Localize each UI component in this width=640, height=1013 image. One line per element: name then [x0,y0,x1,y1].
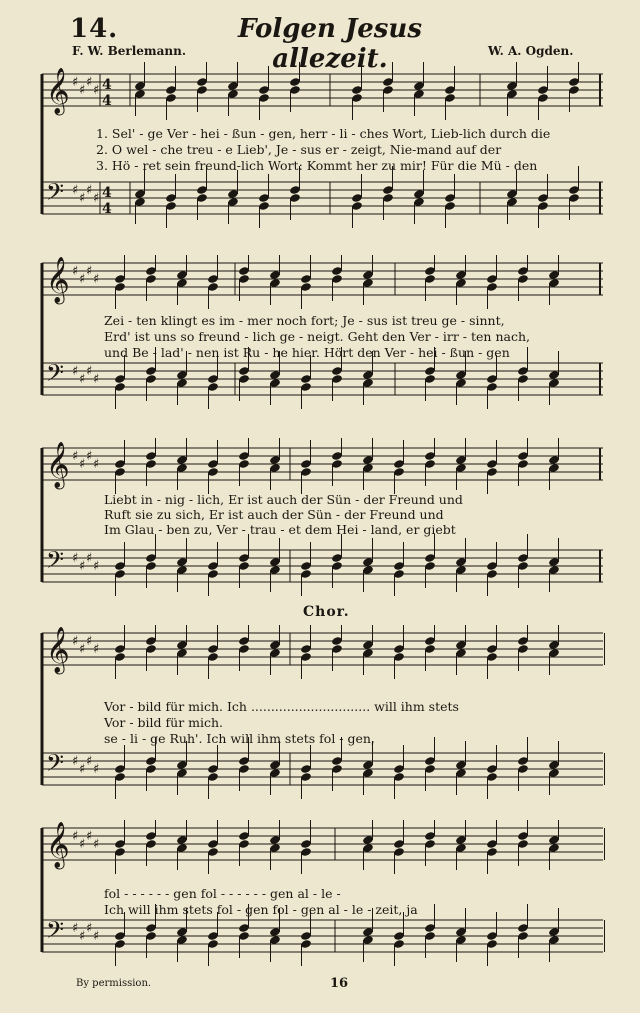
permission-note: By permission. [76,978,152,989]
chorus-label: Chor. [303,604,350,620]
svg-text:♯: ♯ [72,364,79,379]
lyrics-s5-v2: Ich will ihm stets fol - gen fol - gen al - le - zeit, ja [104,902,418,917]
svg-text:♯: ♯ [72,551,79,566]
svg-text:4: 4 [102,77,112,93]
svg-text:♯: ♯ [93,762,100,777]
svg-text:♯: ♯ [86,75,93,90]
svg-text:𝄞: 𝄞 [46,822,70,868]
svg-text:♯: ♯ [93,837,100,852]
svg-text:𝄢: 𝄢 [46,546,65,579]
svg-text:𝄞: 𝄞 [46,257,70,303]
svg-text:♯: ♯ [79,272,86,287]
lyrics-s5-v1: fol - - - - - - gen fol - - - - - - gen al - le - [104,886,341,901]
svg-text:♯: ♯ [79,372,86,387]
svg-text:𝄢: 𝄢 [46,359,65,392]
svg-text:♯: ♯ [72,634,79,649]
svg-text:♯: ♯ [86,183,93,198]
svg-text:𝄞: 𝄞 [46,627,70,673]
svg-text:♯: ♯ [93,191,100,206]
svg-text:♯: ♯ [72,829,79,844]
svg-text:♯: ♯ [79,191,86,206]
lyrics-s1-v3: 3. Hö - ret sein freund-lich Wort: Kommt her zu mir! Für die Mü - den [96,158,538,173]
svg-text:♯: ♯ [93,929,100,944]
svg-text:♯: ♯ [86,449,93,464]
svg-text:♯: ♯ [79,83,86,98]
svg-text:𝄢: 𝄢 [46,916,65,949]
svg-text:♯: ♯ [86,754,93,769]
svg-text:♯: ♯ [72,264,79,279]
lyrics-s3-v2: Ruft sie zu sich, Er ist auch der Sün - der Freund und [104,507,444,522]
page-number: 16 [330,976,349,991]
svg-text:♯: ♯ [93,83,100,98]
svg-text:♯: ♯ [86,634,93,649]
svg-text:♯: ♯ [79,837,86,852]
lyrics-s1-v1: 1. Sel' - ge Ver - hei - ßun - gen, herr - li - ches Wort, Lieb-lich durch die [96,126,551,141]
lyrics-s2-v3: und Be - lad' - nen ist Ru - he hier. Hört den Ver - hei - ßun - gen [104,345,510,360]
lyrics-s4-v2: Vor - bild für mich. [104,715,224,730]
svg-text:♯: ♯ [79,457,86,472]
lyrics-s3-v3: Im Glau - ben zu, Ver - trau - et dem Hei - land, er giebt [104,522,456,537]
svg-text:♯: ♯ [86,921,93,936]
svg-text:4: 4 [102,93,112,109]
svg-text:♯: ♯ [72,921,79,936]
staff-graphic-1 [40,62,605,252]
hymn-number: 14. [70,14,119,44]
lyrics-s4-v3: se - li - ge Ruh'. Ich will ihm stets fol - gen, [104,731,375,746]
lyrics-s1-v2: 2. O wel - che treu - e Lieb', Je - sus er - zeigt, Nie-mand auf der [96,142,502,157]
svg-text:𝄢: 𝄢 [46,749,65,782]
svg-text:♯: ♯ [72,183,79,198]
lyrics-s4-v1: Vor - bild für mich. Ich .............................. will ihm stets [104,699,459,714]
composer-credit: W. A. Ogden. [488,44,574,58]
svg-text:♯: ♯ [72,75,79,90]
svg-text:4: 4 [102,185,112,201]
svg-text:♯: ♯ [86,551,93,566]
svg-text:♯: ♯ [86,364,93,379]
svg-text:♯: ♯ [86,829,93,844]
svg-text:𝄢: 𝄢 [46,178,65,211]
svg-text:♯: ♯ [79,559,86,574]
svg-text:♯: ♯ [93,457,100,472]
svg-text:♯: ♯ [72,449,79,464]
svg-text:♯: ♯ [93,642,100,657]
svg-text:♯: ♯ [93,272,100,287]
svg-text:♯: ♯ [93,372,100,387]
lyricist-credit: F. W. Berlemann. [72,44,187,58]
svg-text:♯: ♯ [79,642,86,657]
lyrics-s3-v1: Liebt in - nig - lich, Er ist auch der Sün - der Freund und [104,492,463,507]
lyrics-s2-v2: Erd' ist uns so freund - lich ge - neigt. Geht den Ver - irr - ten nach, [104,329,530,344]
svg-text:𝄞: 𝄞 [46,68,70,114]
lyrics-s2-v1: Zei - ten klingt es im - mer noch fort; Je - sus ist treu ge - sinnt, [104,313,505,328]
svg-text:𝄞: 𝄞 [46,442,70,488]
music-system-1 [40,62,605,252]
svg-text:♯: ♯ [72,754,79,769]
svg-text:4: 4 [102,201,112,217]
svg-text:♯: ♯ [93,559,100,574]
hymn-title: Folgen Jesus allezeit. [238,14,422,74]
svg-text:♯: ♯ [79,929,86,944]
svg-text:♯: ♯ [79,762,86,777]
svg-text:♯: ♯ [86,264,93,279]
